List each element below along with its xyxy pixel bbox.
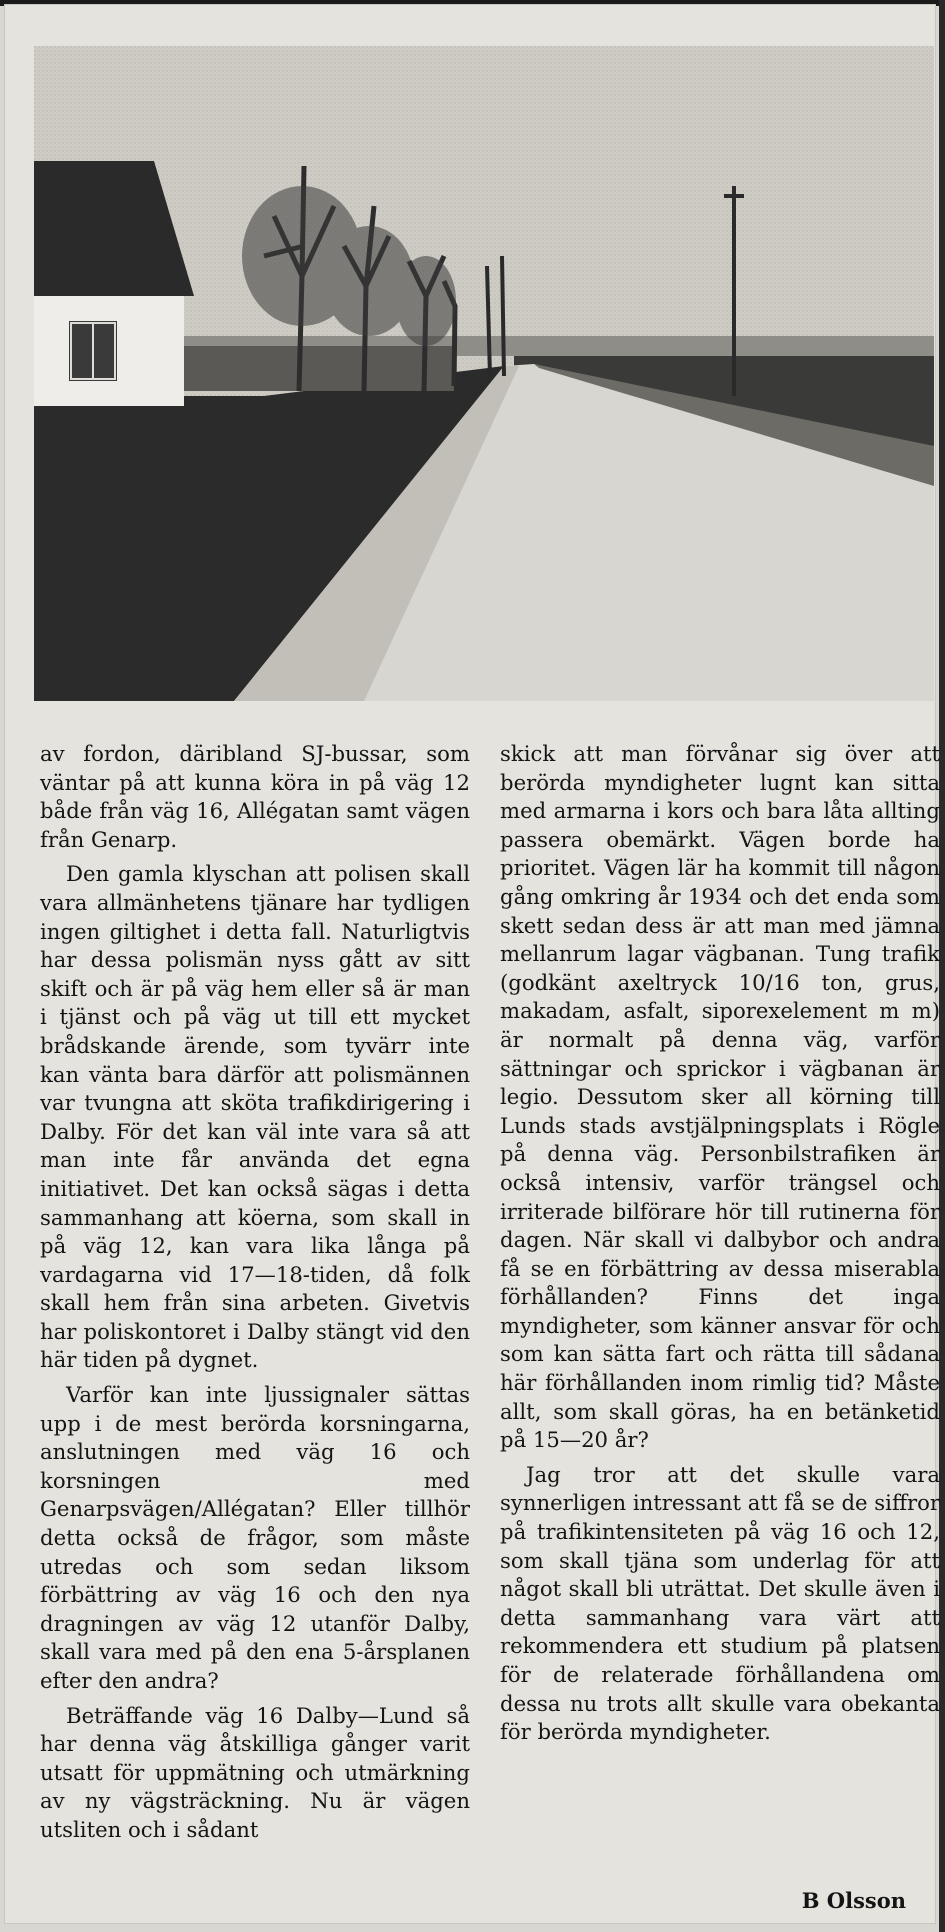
paragraph: Den gamla klyschan att polisen skall vara allmänhetens tjänare har tydligen ingen giltighet i detta fall. Naturligtvis har dessa polismän nyss gått av sitt skift och är på väg hem eller så är man i tjänst och på väg ut till ett mycket brådskande ärende, som tyvärr inte kan vänta bara därför att polismännen var tvungna att sköta trafikdirigering i Dalby. För det kan väl inte vara så att man inte får använda det egna initiativet. Det kan också sägas i detta sammanhang att köerna, som skall in på väg 12, kan vara lika långa på vardagarna vid 17—18-tiden, då folk skall hem från sina arbeten. Givetvis har poliskontoret i Dalby stängt vid den här tiden på dygnet. xyxy=(40,861,470,1373)
paragraph: Varför kan inte ljussignaler sättas upp i de mest berörda korsningarna, anslutningen med väg 16 och korsningen med Genarpsvägen/Allégatan? Eller tillhör detta också de frågor, som måste utredas och som sedan liksom förbättring av väg 16 och den nya dragningen av väg 12 utanför Dalby, skall vara med på den ena 5-årsplanen efter den andra? xyxy=(40,1382,470,1693)
road-photo xyxy=(34,46,934,701)
house-road-trees-icon xyxy=(34,46,934,701)
article-column-right xyxy=(500,740,940,1753)
paragraph: Beträffande väg 16 Dalby—Lund så har denna väg åtskilliga gånger varit utsatt för uppmätning och utmärkning av ny vägsträckning. Nu är vägen utsliten och i sådant xyxy=(40,1702,470,1842)
paragraph: Jag tror att det skulle vara synnerligen intressant att få se de siffror på trafikintensiteten på väg 16 och 12, som skall tjäna som underlag för att något skall bli uträttat. Det skulle även i detta sammanhang vara värt att rekommendera ett studium på platsen för de relaterade förhållandena om dessa nu trots allt skulle vara obekanta för berörda myndigheter. xyxy=(500,1461,941,1745)
newspaper-clipping xyxy=(4,4,941,1924)
author-signature: B Olsson xyxy=(801,1888,906,1913)
article-column-left xyxy=(40,740,470,1851)
paragraph: av fordon, däribland SJ-bussar, som väntar på att kunna köra in på väg 12 både från väg 16, Allégatan samt vägen från Genarp. xyxy=(40,741,470,852)
paragraph: skick att man förvånar sig över att berörda myndigheter lugnt kan sitta med armarna i kors och bara låta allting passera obemärkt. Vägen borde ha prioritet. Vägen lär ha kommit till någon gång omkring år 1934 och det enda som skett sedan dess är att man med jämna mellanrum lagar vägbanan. Tung trafik (godkänt axeltryck 10/16 ton, grus, makadam, asfalt, siporexelement m m) är normalt på denna väg, varför sättningar och sprickor i vägbanan är legio. Dessutom sker all körning till Lunds stads avstjälpningsplats i Rögle på denna väg. Personbilstrafiken är också intensiv, varför trängsel och irriterade bilförare hör till rutinerna för dagen. När skall vi dalbybor och andra få se en förbättring av dessa miserabla förhållanden? Finns det inga myndigheter, som känner ansvar för och som kan sätta fart och rätta till sådana här förhållanden inom rimlig tid? Måste allt, som skall göras, ha en betänketid på 15—20 år? xyxy=(500,741,940,1453)
